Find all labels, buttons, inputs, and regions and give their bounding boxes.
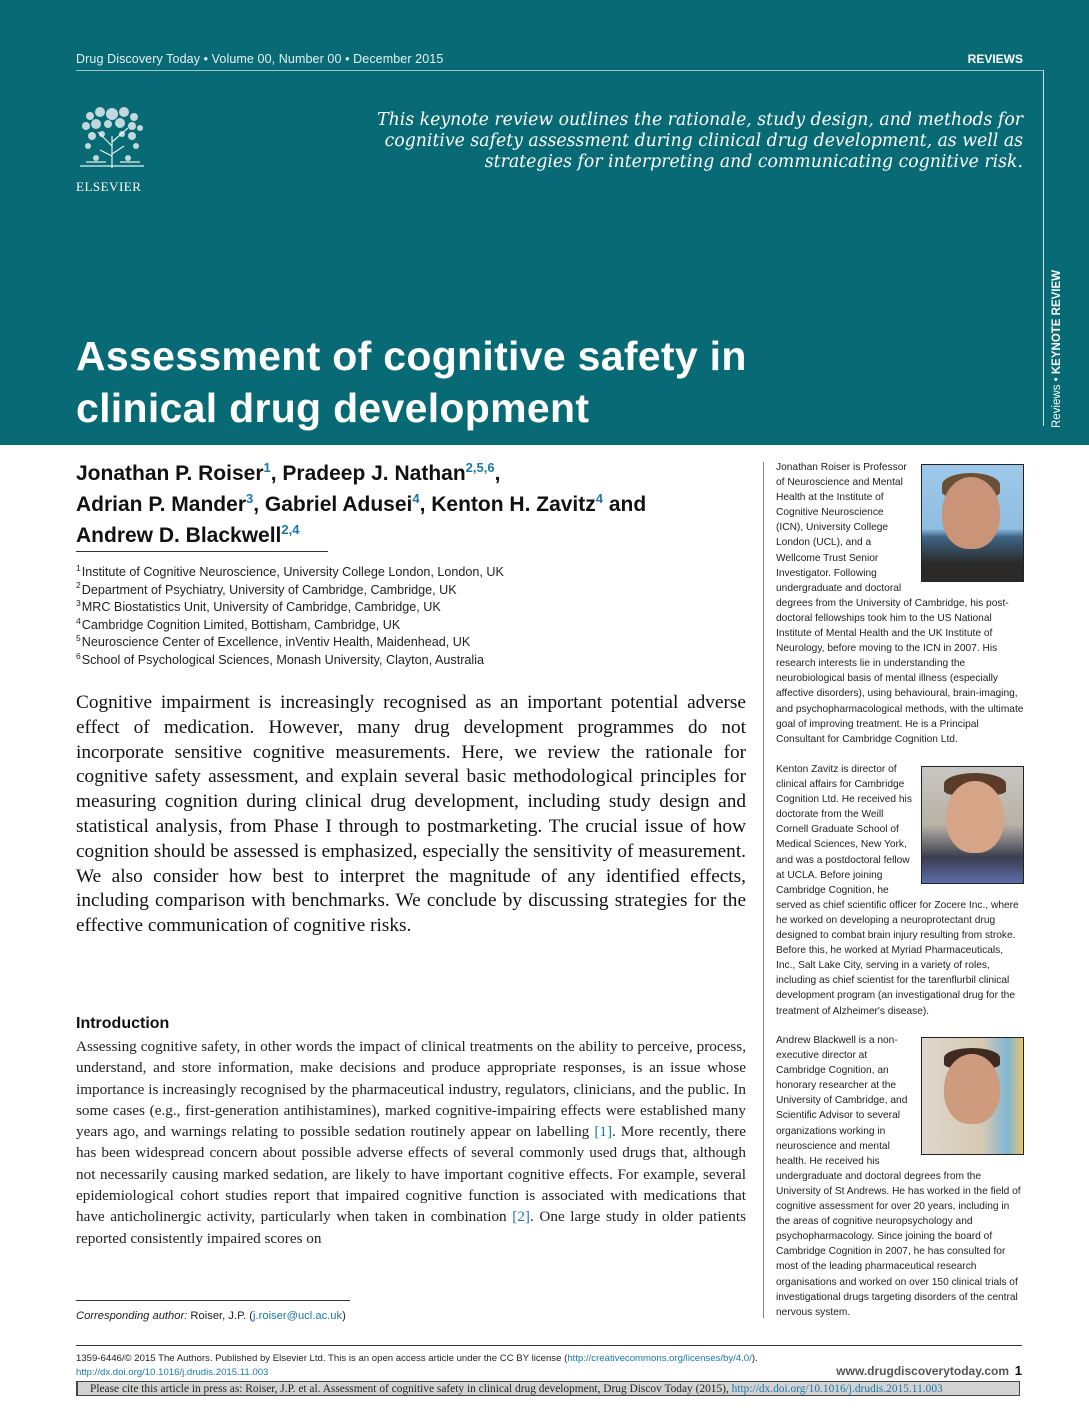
- affiliation-item: $^3$MRC Biostatistics Unit, University of Cambridge, Cambridge, UK: [76, 598, 441, 615]
- citation-link[interactable]: [1]: [594, 1123, 613, 1141]
- footnote-divider: [76, 1300, 350, 1301]
- article-title: [76, 330, 747, 434]
- author: Kenton H. Zavitz$^4$ and: [431, 491, 647, 516]
- citation-bar: Please cite this article in press as: Roiser, J.P. et al. Assessment of cognitive safety in clinical drug development, Drug Discov Today (2015), http://dx.doi.org/10.1016/j.drudis.2015.11.003: [76, 1381, 1020, 1396]
- journal-info: Drug Discovery Today • Volume 00, Number 00 • December 2015: [76, 52, 444, 66]
- header-vertical-divider: [1043, 70, 1044, 426]
- title-line-1: Assessment of cognitive safety in: [76, 333, 747, 379]
- affiliation-item: $^2$Department of Psychiatry, University of Cambridge, Cambridge, UK: [76, 580, 457, 597]
- author-photo: [921, 766, 1024, 884]
- section-heading-introduction: Introduction: [76, 1015, 170, 1032]
- affiliation-ref[interactable]: 2,4: [281, 522, 300, 537]
- elsevier-wordmark: ELSEVIER: [76, 179, 142, 194]
- citation-doi-link[interactable]: http://dx.doi.org/10.1016/j.drudis.2015.11.003: [731, 1383, 943, 1395]
- keynote-teaser: This keynote review outlines the rationale, study design, and methods for cognitive safety assessment during clinical drug development, as well as strategies for interpreting and communicating cognitive risk.: [377, 110, 1023, 172]
- affiliation-ref[interactable]: 1: [263, 460, 271, 475]
- author-bio: [776, 460, 1024, 747]
- author-email-link[interactable]: j.roiser@ucl.ac.uk: [253, 1310, 343, 1322]
- license-notice: 1359-6446/© 2015 The Authors. Published by Elsevier Ltd. This is an open access article under the CC BY license (http://creativecommons.org/licenses/by/4.0/). http://dx.doi.org/10.1016/j.drudis.2015.11.003: [76, 1353, 758, 1378]
- author: Pradeep J. Nathan$^{2,5,6}$,: [282, 460, 501, 485]
- journal-website: www.drugdiscoverytoday.com: [836, 1364, 1009, 1378]
- affiliation-ref[interactable]: 4: [595, 491, 603, 506]
- elsevier-tree-icon: [76, 106, 148, 172]
- header-divider: [76, 70, 1044, 71]
- footer-divider: [76, 1345, 1022, 1346]
- author-bio: [776, 762, 1024, 1019]
- article-header: [0, 0, 1089, 445]
- authors-divider: [76, 551, 328, 552]
- bio-text: Andrew Blackwell is a non-executive director at Cambridge Cognition, an honorary researcher at the University of Cambridge, and Scientific Advisor to several organizations working in neuroscience and mental health. He received his undergraduate and doctoral degrees from the University of St Andrews. He has worked in the field of cognitive assessment for over 20 years, including in the areas of cognitive neuropsychology and psychopharmacology. Since joining the board of Cambridge Cognition in 2007, he has consulted for most of the leading pharmaceutical research organisations and worked on over 150 clinical trials of investigational drugs targeting disorders of the central nervous system.: [776, 1035, 1021, 1318]
- license-link[interactable]: http://creativecommons.org/licenses/by/4.0/: [567, 1353, 752, 1364]
- title-line-2: clinical drug development: [76, 385, 590, 431]
- side-label-prefix: Reviews •: [1051, 374, 1063, 428]
- author: Gabriel Adusei$^4$,: [264, 491, 432, 516]
- bio-text: Kenton Zavitz is director of clinical affairs for Cambridge Cognition Ltd. He received his doctorate from the Weill Cornell Graduate School of Medical Sciences, New York, and was a postdoctoral fellow at UCLA. Before joining Cambridge Cognition, he served as chief scientific officer for Zocere Inc., where he worked on developing a neuroprotectant drug designed to combat brain injury resulting from stroke. Before this, he worked at Myriad Pharmaceuticals, Inc., Salt Lake City, serving in a variety of roles, including as chief scientist for the tarenflurbil clinical development program (an investigational drug for the treatment of Alzheimer's disease).: [776, 764, 1019, 1017]
- author-list: [76, 458, 746, 551]
- abstract: Cognitive impairment is increasingly recognised as an important potential adverse effect of medication. However, many drug development programmes do not incorporate sensitive cognitive measurements. Here, we review the rationale for cognitive safety assessment, and explain several basic methodological principles for measuring cognition during clinical drug development, including study design and statistical analysis, from Phase I through to postmarketing. The crucial issue of how cognition should be assessed is emphasized, especially the sensitivity of measurement. We also consider how best to interpret the magnitude of any identified effects, including comparison with benchmarks. We conclude by discussing strategies for the effective communication of cognitive risks.: [76, 692, 746, 937]
- affiliation-ref[interactable]: 4: [412, 491, 420, 506]
- author-photo: [921, 1037, 1024, 1155]
- author: Andrew D. Blackwell$^{2,4}$: [76, 522, 300, 547]
- author: Jonathan P. Roiser$^1$,: [76, 460, 283, 485]
- affiliation-item: $^5$Neuroscience Center of Excellence, inVentiv Health, Maidenhead, UK: [76, 633, 471, 650]
- section-tag: REVIEWS: [967, 52, 1023, 66]
- introduction-body: Assessing cognitive safety, in other words the impact of clinical treatments on the ability to perceive, process, understand, and store information, make decisions and produce appropriate responses, is an issue whose importance is increasingly recognised by the pharmaceutical industry, regulators, clinicians, and the public. In some cases (e.g., first-generation antihistamines), marked cognitive-impairing effects were established many years ago, and warnings relating to possible sedation routinely appear on labelling [1]. More recently, there has been widespread concern about possible adverse effects of several commonly used drugs that, although not necessarily causing marked sedation, are likely to have important cognitive effects. For example, several epidemiological cohort studies report that impaired cognitive function is associated with medications that have anticholinergic activity, particularly when taken in combination [2]. One large study in older patients reported consistently impaired scores on: [76, 1038, 747, 1247]
- affiliation-ref[interactable]: 3: [246, 491, 254, 506]
- elsevier-logo: [76, 106, 150, 194]
- affiliation-item: $^1$Institute of Cognitive Neuroscience, University College London, London, UK: [76, 562, 504, 579]
- corresponding-author: Corresponding author: Roiser, J.P. (j.roiser@ucl.ac.uk): [76, 1310, 346, 1322]
- side-section-label: [1051, 270, 1063, 428]
- bio-column-divider: [763, 462, 764, 1318]
- affiliation-item: $^4$Cambridge Cognition Limited, Bottisham, Cambridge, UK: [76, 615, 401, 632]
- affiliation-list: [76, 564, 504, 670]
- affiliation-ref[interactable]: 2,5,6: [465, 460, 495, 475]
- side-label-strong: KEYNOTE REVIEW: [1051, 269, 1063, 375]
- doi-link[interactable]: http://dx.doi.org/10.1016/j.drudis.2015.11.003: [76, 1367, 269, 1378]
- author-bio: [776, 1033, 1024, 1320]
- page-number: 1: [1014, 1363, 1022, 1378]
- author-photo: [921, 464, 1024, 582]
- author: Adrian P. Mander$^3$,: [76, 491, 265, 516]
- bio-text: Jonathan Roiser is Professor of Neuroscience and Mental Health at the Institute of Cognitive Neuroscience (ICN), University College London (UCL), and a Wellcome Trust Senior Investigator. Following undergraduate and doctoral degrees from the University of Cambridge, his post-doctoral fellowships took him to the US National Institute of Mental Health and the UK Institute of Neurology, before moving to the ICN in 2007. His research interests lie in understanding the neurobiological basis of mental illness (especially affective disorders), using behavioural, brain-imaging, and psychopharmacological methods, with the ultimate goal of improving treatment. He is a Principal Consultant for Cambridge Cognition Ltd.: [776, 462, 1024, 745]
- affiliation-item: $^6$School of Psychological Sciences, Monash University, Clayton, Australia: [76, 650, 484, 667]
- citation-link[interactable]: [2]: [512, 1208, 530, 1226]
